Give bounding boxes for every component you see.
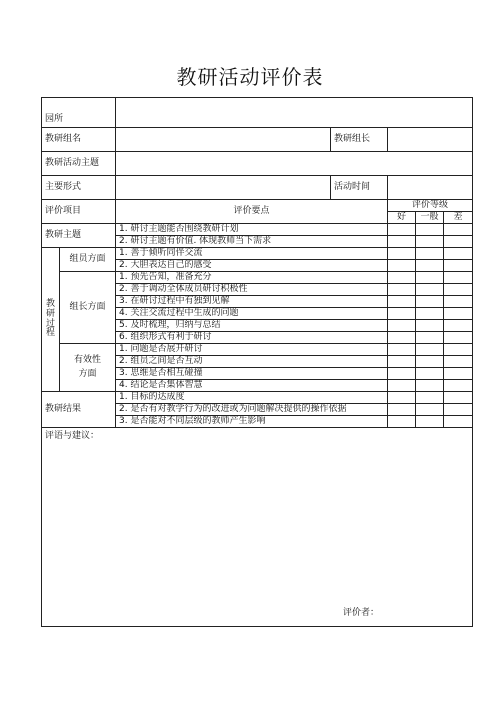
criterion-text: 1. 研讨主题能否围绕教研计划 — [116, 224, 388, 236]
rating-good-cell[interactable] — [388, 320, 416, 332]
rating-poor-cell[interactable] — [444, 392, 473, 404]
rating-fair-cell[interactable] — [416, 368, 444, 380]
criterion-text: 6. 组织形式有利于研讨 — [116, 332, 388, 344]
rating-poor-cell[interactable] — [444, 320, 473, 332]
criterion-text: 2. 大胆表达自己的感受 — [116, 260, 388, 272]
rating-poor-cell[interactable] — [444, 404, 473, 416]
rating-good-cell[interactable] — [388, 296, 416, 308]
members-label: 组员方面 — [60, 248, 116, 272]
evaluation-form-table — [41, 97, 473, 627]
rating-good-cell[interactable] — [388, 260, 416, 272]
level-good-header: 好 — [388, 212, 416, 224]
activity-theme-label: 教研活动主题 — [42, 152, 116, 176]
comments-area[interactable] — [42, 428, 473, 627]
rating-good-cell[interactable] — [388, 272, 416, 284]
rating-good-cell[interactable] — [388, 392, 416, 404]
rating-fair-cell[interactable] — [416, 284, 444, 296]
rating-good-cell[interactable] — [388, 380, 416, 392]
activity-time-label: 活动时间 — [331, 176, 388, 200]
criterion-text: 1. 问题是否展开研讨 — [116, 344, 388, 356]
kindergarten-field[interactable] — [116, 98, 473, 128]
rating-fair-cell[interactable] — [416, 308, 444, 320]
rating-good-cell[interactable] — [388, 356, 416, 368]
criterion-text: 1. 目标的达成度 — [116, 392, 388, 404]
criterion-text: 4. 结论是否集体智慧 — [116, 380, 388, 392]
group-name-field[interactable] — [116, 128, 331, 152]
eval-level-header: 评价等级 — [388, 200, 473, 212]
criterion-text: 2. 组员之间是否互动 — [116, 356, 388, 368]
rating-poor-cell[interactable] — [444, 272, 473, 284]
eval-points-header: 评价要点 — [116, 200, 388, 224]
rating-fair-cell[interactable] — [416, 296, 444, 308]
activity-time-field[interactable] — [388, 176, 473, 200]
level-fair-header: 一般 — [416, 212, 444, 224]
rating-fair-cell[interactable] — [416, 380, 444, 392]
rating-poor-cell[interactable] — [444, 332, 473, 344]
rating-good-cell[interactable] — [388, 224, 416, 236]
comments-label: 评语与建议： — [45, 431, 100, 441]
activity-theme-field[interactable] — [116, 152, 473, 176]
rating-poor-cell[interactable] — [444, 236, 473, 248]
rating-fair-cell[interactable] — [416, 392, 444, 404]
rating-fair-cell[interactable] — [416, 320, 444, 332]
rating-poor-cell[interactable] — [444, 380, 473, 392]
group-leader-field[interactable] — [388, 128, 473, 152]
rating-fair-cell[interactable] — [416, 356, 444, 368]
rating-fair-cell[interactable] — [416, 224, 444, 236]
rating-fair-cell[interactable] — [416, 236, 444, 248]
group-name-label: 教研组名 — [42, 128, 116, 152]
rating-good-cell[interactable] — [388, 332, 416, 344]
results-label: 教研结果 — [42, 392, 116, 428]
rating-good-cell[interactable] — [388, 308, 416, 320]
rating-poor-cell[interactable] — [444, 308, 473, 320]
rating-poor-cell[interactable] — [444, 296, 473, 308]
rating-good-cell[interactable] — [388, 236, 416, 248]
eval-item-header: 评价项目 — [42, 200, 116, 224]
kindergarten-label: 园所 — [42, 98, 116, 128]
criterion-text: 3. 在研讨过程中有独到见解 — [116, 296, 388, 308]
process-label-text: 教研过程 — [46, 298, 56, 339]
main-form-label: 主要形式 — [42, 176, 116, 200]
rating-good-cell[interactable] — [388, 344, 416, 356]
criterion-text: 1. 预先告知，准备充分 — [116, 272, 388, 284]
criterion-text: 2. 善于调动全体成员研讨积极性 — [116, 284, 388, 296]
rating-good-cell[interactable] — [388, 368, 416, 380]
effectiveness-label — [60, 344, 116, 392]
rating-fair-cell[interactable] — [416, 416, 444, 428]
criterion-text: 2. 研讨主题有价值. 体现教师当下需求 — [116, 236, 388, 248]
criterion-text: 3. 是否能对不同层级的教师产生影响 — [116, 416, 388, 428]
criterion-text: 5. 及时梳理，归纳与总结 — [116, 320, 388, 332]
rating-fair-cell[interactable] — [416, 332, 444, 344]
criterion-text: 3. 思维是否相互碰撞 — [116, 368, 388, 380]
rating-poor-cell[interactable] — [444, 344, 473, 356]
rating-poor-cell[interactable] — [444, 416, 473, 428]
criterion-text: 4. 关注交流过程中生成的问题 — [116, 308, 388, 320]
rating-poor-cell[interactable] — [444, 284, 473, 296]
process-label — [42, 248, 60, 392]
page-title: 教研活动评价表 — [176, 65, 324, 89]
rating-poor-cell[interactable] — [444, 224, 473, 236]
theme-label: 教研主题 — [42, 224, 116, 248]
rating-poor-cell[interactable] — [444, 260, 473, 272]
evaluator-label: 评价者： — [343, 608, 380, 619]
level-poor-header: 差 — [444, 212, 473, 224]
criterion-text: 1. 善于倾听同伴交流 — [116, 248, 388, 260]
group-leader-label: 教研组长 — [331, 128, 388, 152]
rating-fair-cell[interactable] — [416, 272, 444, 284]
rating-fair-cell[interactable] — [416, 260, 444, 272]
rating-good-cell[interactable] — [388, 416, 416, 428]
leader-label: 组长方面 — [60, 272, 116, 344]
rating-poor-cell[interactable] — [444, 368, 473, 380]
rating-fair-cell[interactable] — [416, 404, 444, 416]
rating-fair-cell[interactable] — [416, 248, 444, 260]
rating-poor-cell[interactable] — [444, 248, 473, 260]
effectiveness-label-text: 有效性方面 — [74, 355, 102, 379]
rating-good-cell[interactable] — [388, 284, 416, 296]
rating-good-cell[interactable] — [388, 404, 416, 416]
criterion-text: 2. 是否有对教学行为的改进或为问题解决提供的操作依据 — [116, 404, 388, 416]
rating-fair-cell[interactable] — [416, 344, 444, 356]
main-form-field[interactable] — [116, 176, 331, 200]
rating-good-cell[interactable] — [388, 248, 416, 260]
rating-poor-cell[interactable] — [444, 356, 473, 368]
